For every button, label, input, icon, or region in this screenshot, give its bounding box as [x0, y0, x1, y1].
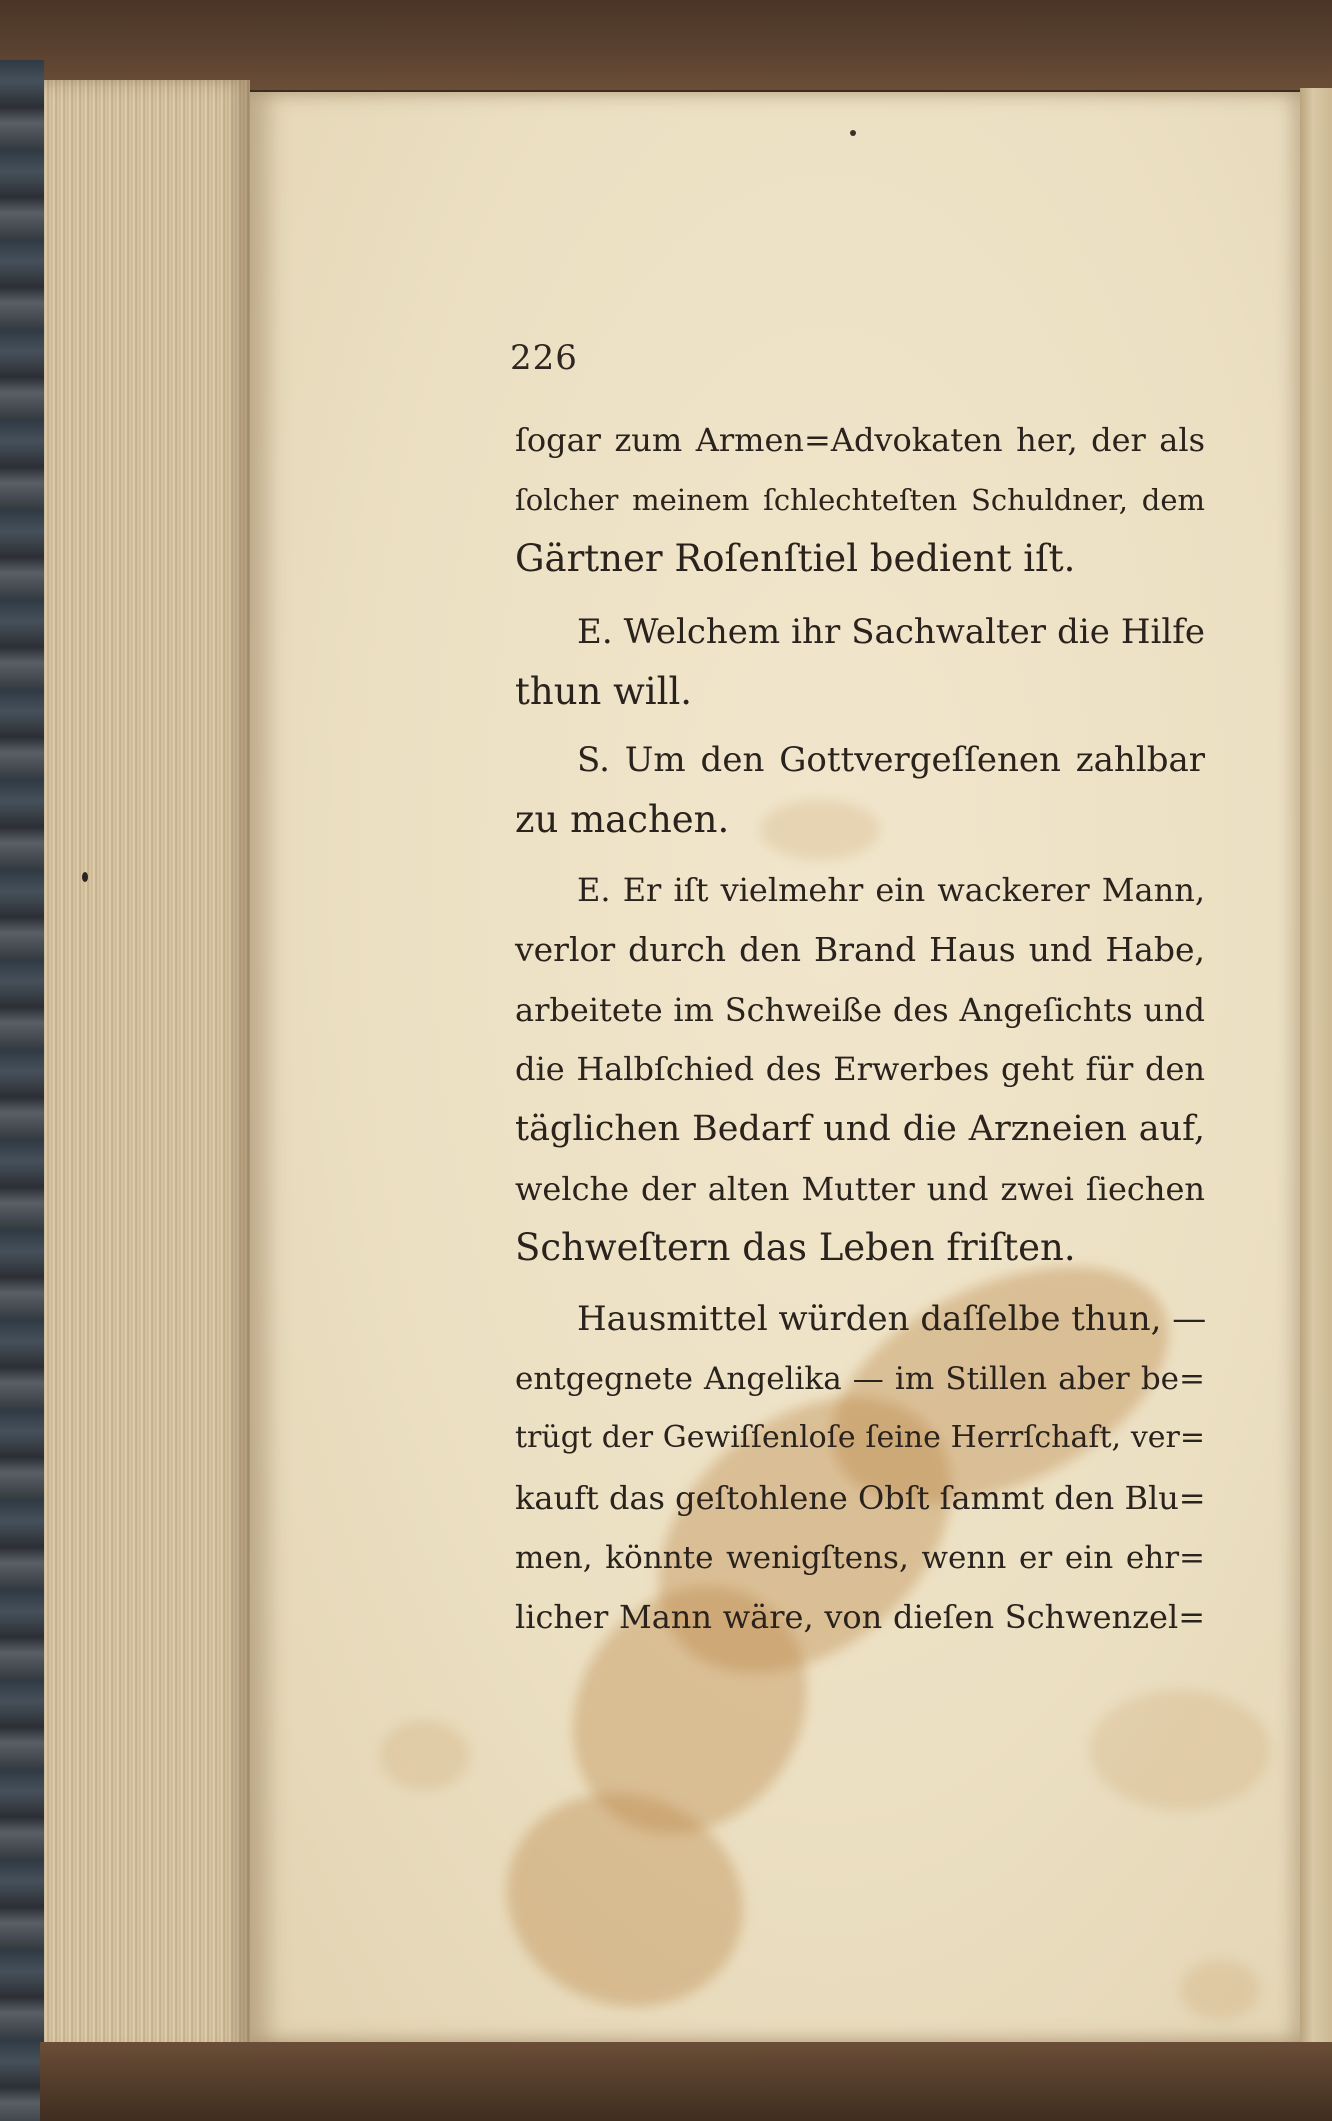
text-line: Schweſtern das Leben friſten. [515, 1226, 1076, 1269]
text-line: trügt der Gewiſſenloſe ſeine Herrſchaft, ver= [515, 1420, 1205, 1455]
text-line: S. Um den Gottvergeſſenen zahlbar [577, 740, 1205, 780]
water-stain [1090, 1690, 1270, 1810]
page-block-edges [44, 80, 250, 2055]
water-stain [380, 1720, 470, 1790]
text-line: ſogar zum Armen=Advokaten her, der als [515, 421, 1205, 459]
text-line: kauft das geſtohlene Obſt ſammt den Blu= [515, 1479, 1206, 1517]
text-line: E. Welchem ihr Sachwalter die Hilfe [577, 612, 1205, 652]
facing-page-edge [1300, 88, 1332, 2048]
text-line: arbeitete im Schweiße des Angeſichts und [515, 991, 1205, 1029]
text-line: entgegnete Angelika — im Stillen aber be= [515, 1361, 1205, 1397]
book-cover-top [0, 0, 1332, 90]
text-line: thun will. [515, 670, 693, 713]
page-number: 226 [510, 338, 578, 378]
text-line: licher Mann wäre, von dieſen Schwenzel= [515, 1598, 1205, 1636]
text-line: verlor durch den Brand Haus und Habe, [515, 930, 1205, 969]
text-line: ſolcher meinem ſchlechteſten Schuldner, dem [515, 483, 1205, 517]
text-line: E. Er iſt vielmehr ein wackerer Mann, [577, 871, 1205, 909]
text-line: die Halbſchied des Erwerbes geht für den [515, 1050, 1205, 1088]
text-line: zu machen. [515, 798, 730, 841]
ink-speck [850, 130, 856, 136]
text-line: men, könnte wenigſtens, wenn er ein ehr= [515, 1540, 1205, 1576]
text-line: Gärtner Roſenſtiel bedient iſt. [515, 537, 1076, 580]
text-line: täglichen Bedarf und die Arzneien auf, [515, 1109, 1205, 1149]
water-stain [1180, 1960, 1260, 2020]
book-cover-spine [0, 60, 44, 2121]
text-line: welche der alten Mutter und zwei ſiechen [515, 1170, 1205, 1208]
book-bottom-edge [40, 2042, 1332, 2121]
ink-speck [82, 872, 88, 882]
text-line: Hausmittel würden daſſelbe thun, — [577, 1299, 1207, 1339]
